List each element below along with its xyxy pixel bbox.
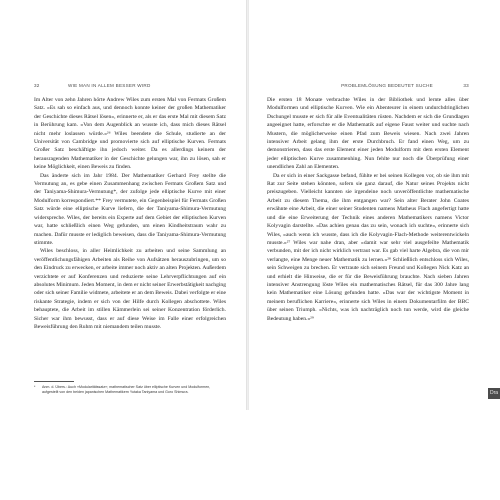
footnote-mark: * xyxy=(34,385,36,389)
right-running-head xyxy=(267,83,469,91)
right-body-text xyxy=(267,96,469,323)
left-page-number: 32 xyxy=(34,83,40,88)
paragraph: Wiles beschloss, in aller Heimlichkeit zu arbeiten und seine Sammlung an veröffentlichungsfähigen Arbeiten als Reihe von Aufsätzen herauszubringen, um so den Eindruck zu erwecken, er arbeite immer noch aktiv an alten Projekten. Außerdem verzichtete er auf Konferenzen und reduzierte seine Lehrverpflichtungen auf ein absolutes Minimum. Jeden Moment, in dem er nicht seiner Erwerbstätigkeit nachging oder sich seiner Familie widmete, arbeitete er an dem Beweis. Dabei verfolgte er eine riskante Strategie, indem er sich von der Hilfe durch Kollegen abschottete. Wiles behauptete, die Arbeit im stillen Kämmerlein sei seiner Konzentration förderlich. Sicher war ihm bewusst, dass er auf diese Weise im Falle einer erfolgreichen Beweisführung den Ruhm mit niemandem teilen musste. xyxy=(34,248,227,330)
paragraph: Im Alter von zehn Jahren hörte Andrew Wiles zum ersten Mal von Fermats Großem Satz. »Es sah so einfach aus, und dennoch konnte keiner der großen Mathematiker der Geschichte dieses Rätsel lösen«, erinnerte er, als er das erste Mal mit diesem Satz in Berührung kam. »Von dem Augenblick an wusste ich, dass mich dieses Rätsel nicht mehr loslassen würde.«²⁶ Wiles beendete die Schule, studierte an der Universität von Cambridge und promovierte sich auf elliptische Kurven. Fermats Großer Satz beschäftigte ihn jedoch weiter. Da es allerdings keinem der herausragenden Mathematiker in der Geschichte gelungen war, ihn zu lösen, sah er keine Möglichkeit, einen Beweis zu finden. xyxy=(34,97,226,171)
right-page-number: 33 xyxy=(463,83,469,88)
left-running-title: WIE MAN IN ALLEM BESSER WIRD xyxy=(68,83,151,88)
footnote xyxy=(34,385,226,395)
viewer-background xyxy=(0,410,500,500)
paragraph: Das änderte sich im Jahr 1984. Der Mathematiker Gerhard Frey stellte die Vermutung an, es gebe einen Zusammenhang zwischen Fermats Großem Satz und der Taniyama-Shimura-Vermutung*, der zufolge jede elliptische Kurve mit einer Modulform korrespondiert.** Frey vermutete, ein Gegenbeispiel für Fermats Großen Satz würde eine elliptische Kurve liefern, die der Taniyama-Shimura-Vermutung widerspreche. Wiles, der bereits ein Experte auf dem Gebiet der elliptischen Kurven war, hatte schließlich einen Weg gefunden, um einen Kindheitstraum wahr zu machen. Dafür musste er lediglich beweisen, dass die Taniyama-Shimura-Vermutung stimmte. xyxy=(34,172,226,246)
footnote-rule xyxy=(34,381,74,382)
left-page xyxy=(0,0,247,410)
right-page xyxy=(249,0,500,410)
footnote-text: Anm. d. Übers.: Auch »Modularitätssatz«; mathematischer Satz über elliptische Kurven und Modulformen, aufgestellt von den beiden japanischen Mathematikern Yutaka Taniyama und Goro Shimura. xyxy=(42,385,211,394)
right-running-title: PROBLEMLÖSUNG BEDEUTET SUCHE xyxy=(341,83,433,88)
paragraph: Die ersten 18 Monate verbrachte Wiles in der Bibliothek und lernte alles über Modulformen und elliptische Kurven. Wie ein Abenteurer in einem undurchdringlichen Dschungel musste er sich für alle Eventualitäten rüsten. Nachdem er sich die Grundlagen angeeignet hatte, erforschte er die Mathematik auf eigene Faust weiter und suchte nach Mustern, die möglicherweise einen Pfad zum Beweis wiesen. Nach zwei Jahren intensiver Arbeit gelang ihm der erste Durchbruch. Er fand einen Weg, um zu demonstrieren, dass das erste Element einer jeden Modulform mit dem ersten Element jeder elliptischen Kurve zusammenhing. Nun fehlte nur noch die Überprüfung einer unendlichen Zahl an Elementen. xyxy=(267,97,469,171)
left-body-text xyxy=(34,96,226,331)
paragraph: Da er sich in einer Sackgasse befand, fühlte er bei seinen Kollegen vor, ob sie ihm mit Rat zur Seite stehen könnten, sofern sie ganz darauf, die Natur seines Projekts nicht preiszugeben. Vielleicht kannten sie irgendeine noch unveröffentlichte mathematische Arbeit zu diesem Thema, die ihm entgangen war? Sein alter Berater John Coates erwähnte eine Arbeit, die einer seiner Studenten namens Matheus Flach angefertigt hatte und die eine Erweiterung der Technik eines anderen Mathematikers namens Victor Kolyvagin darstellte. »Das achien genau das zu sein, wonach ich suchte«, erinnerte sich Wiles, »auch wenn ich wusste, dass ich die Kolyvagin-Flach-Methode weiterentwickeln musste.«²⁷ Wiles war nahe dran, aber »damit war sehr viel ausgefeilte Mathematik verbunden, mit der ich nicht wirklich vertraut war. Es gab viel harte Algebra, die von mir verlangte, eine Menge neuer Mathematik zu lernen.«²⁸ Schließlich entschloss sich Wiles, sein Schweigen zu brechen. Er vertraute sich seinem Freund und Kollegen Nick Katz an und erhielt die Hinweise, die er für die Beweisführung brauchte. Nach sieben Jahren intensiver Anstrengung löste Wiles ein mathematisches Rätsel, für das 300 Jahre lang kein Mathematiker eine Lösung gefunden hatte. »Das war der wichtigste Moment in meinem beruflichen Karriere«, erinnerte sich Wiles in einem Dokumentarfilm der BBC über seinen Triumph. »Nichts, was ich nachträglich noch tun werde, wird die gleiche Bedeutung haben.«²⁹ xyxy=(267,172,469,322)
left-running-head xyxy=(34,83,225,91)
side-panel-tab[interactable]: Dra xyxy=(488,388,500,399)
